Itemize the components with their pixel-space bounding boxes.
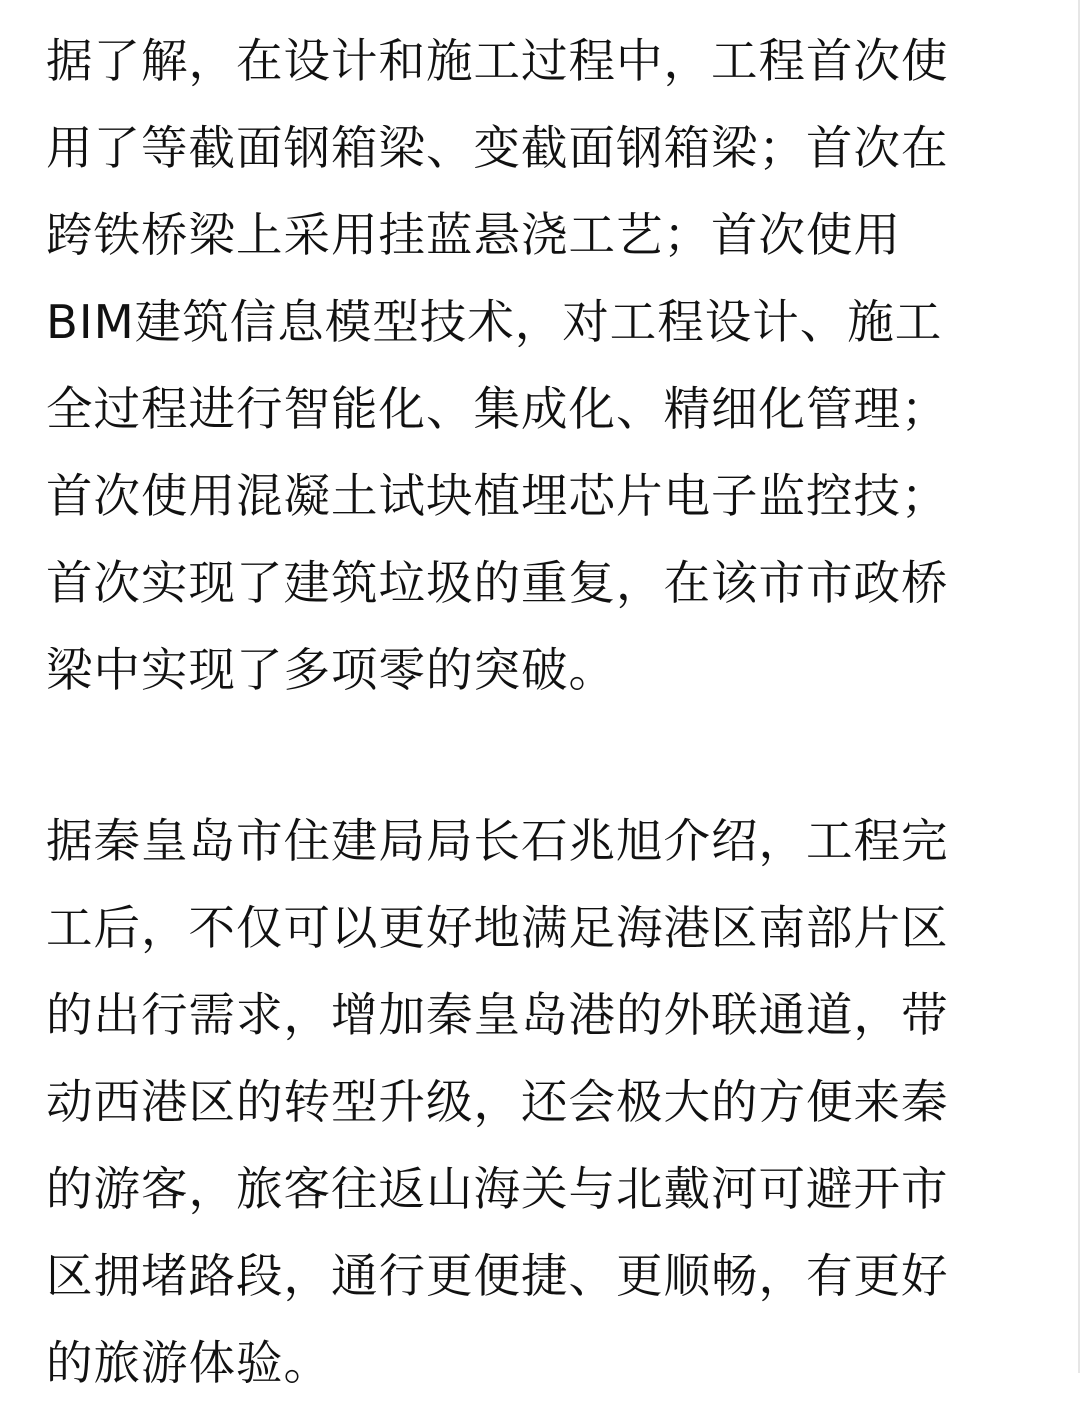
text-line: 全过程进行智能化、集成化、精细化管理； xyxy=(46,382,949,436)
text-line: 首次使用混凝土试块植埋芯片电子监控技； xyxy=(46,469,949,523)
text-line: 用了等截面钢箱梁、变截面钢箱梁；首次在 xyxy=(46,121,949,175)
paragraph-2 xyxy=(46,798,1038,1407)
text-line: 工后，不仅可以更好地满足海港区南部片区 xyxy=(46,901,949,955)
text-line: 首次实现了建筑垃圾的重复，在该市市政桥 xyxy=(46,556,949,610)
text-line: 区拥堵路段，通行更便捷、更顺畅，有更好 xyxy=(46,1249,949,1303)
text-line: 梁中实现了多项零的突破。 xyxy=(46,643,616,697)
text-line: 的旅游体验。 xyxy=(46,1336,331,1390)
text-line: 跨铁桥梁上采用挂蓝悬浇工艺；首次使用 xyxy=(46,208,901,262)
text-line: BIM建筑信息模型技术，对工程设计、施工 xyxy=(46,295,943,349)
paragraph-1 xyxy=(46,18,1038,714)
paragraph-spacer xyxy=(46,714,1038,798)
text-line: 据了解，在设计和施工过程中，工程首次使 xyxy=(46,34,949,88)
article-body xyxy=(46,0,1038,1407)
text-line: 的出行需求，增加秦皇岛港的外联通道，带 xyxy=(46,988,949,1042)
text-line: 据秦皇岛市住建局局长石兆旭介绍，工程完 xyxy=(46,814,949,868)
text-line: 的游客，旅客往返山海关与北戴河可避开市 xyxy=(46,1162,949,1216)
text-line: 动西港区的转型升级，还会极大的方便来秦 xyxy=(46,1075,949,1129)
